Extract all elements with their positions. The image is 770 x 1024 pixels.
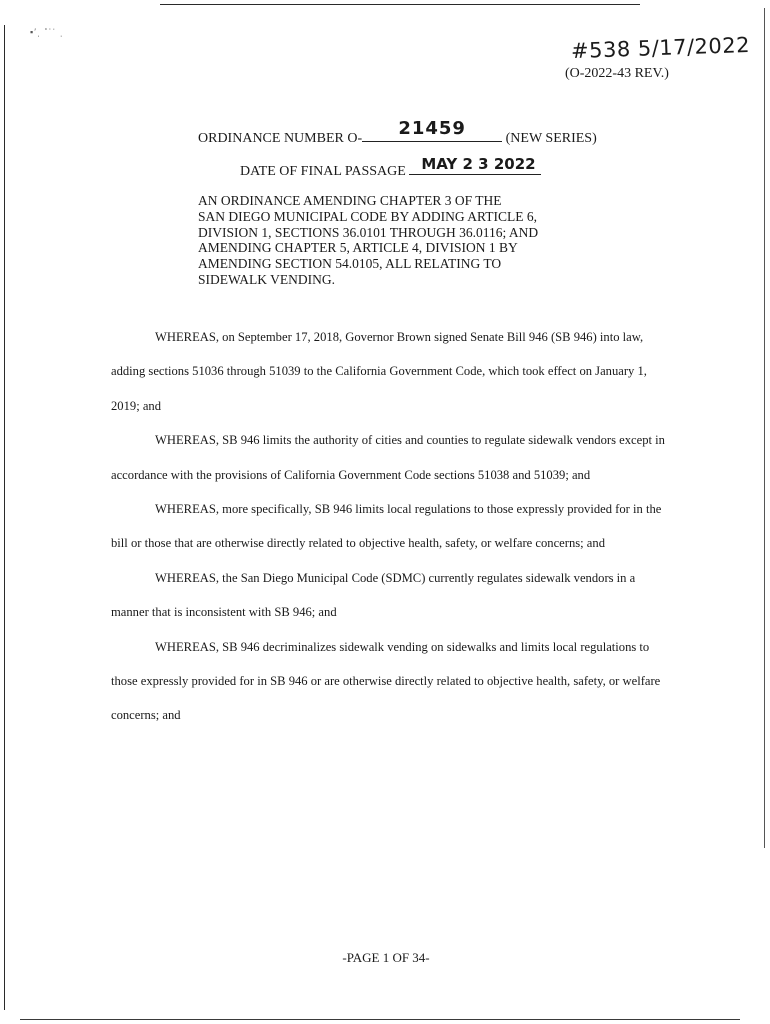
date-label: DATE OF FINAL PASSAGE (240, 164, 406, 179)
scan-edge-bottom (20, 1019, 740, 1020)
date-blank (409, 155, 541, 175)
ordinance-label: ORDINANCE NUMBER O- (198, 131, 363, 146)
scan-edge-top (160, 4, 640, 5)
ordinance-title (198, 193, 578, 288)
whereas-paragraph: WHEREAS, more specifically, SB 946 limits local regulations to those expressly provided for in the bill or those that are otherwise directly related to objective health, safety, or welfare concerns; and (111, 502, 662, 551)
document-number: (O-2022-43 REV.) (565, 66, 669, 81)
whereas-paragraph: WHEREAS, on September 17, 2018, Governor Brown signed Senate Bill 946 (SB 946) into law, adding sections 51036 through 51039 to the California Government Code, which took effect on January 1, 2019; and (111, 330, 647, 413)
handwritten-annotation: #538 5/17/2022 (570, 32, 751, 64)
whereas-paragraph: WHEREAS, SB 946 limits the authority of cities and counties to regulate sidewalk vendors except in accordance with the provisions of California Government Code sections 51038 and 51039; and (111, 433, 665, 482)
scan-edge-left (4, 25, 5, 1010)
whereas-paragraph: WHEREAS, SB 946 decriminalizes sidewalk vending on sidewalks and limits local regulations to those expressly provided for in SB 946 or are otherwise directly related to objective health, safety, or welfare concerns; and (111, 639, 661, 723)
title-line: AMENDING SECTION 54.0105, ALL RELATING TO (198, 256, 502, 272)
ordinance-number-blank (362, 118, 502, 142)
scan-mark: ▪′ˌ ˚˙ˈ ˌ (30, 27, 64, 37)
title-line: AMENDING CHAPTER 5, ARTICLE 4, DIVISION 1 BY (198, 240, 518, 256)
ordinance-number-stamp: 21459 (398, 118, 466, 139)
ordinance-number-line (198, 118, 597, 147)
title-line: DIVISION 1, SECTIONS 36.0101 THROUGH 36.0116; AND (198, 224, 539, 240)
title-line: AN ORDINANCE AMENDING CHAPTER 3 OF THE (198, 193, 502, 208)
title-line: SIDEWALK VENDING. (198, 271, 335, 287)
body-text (111, 320, 671, 733)
series-label: (NEW SERIES) (505, 131, 597, 146)
final-passage-line (240, 155, 541, 180)
scan-edge-right (764, 8, 765, 848)
page-footer (0, 950, 770, 966)
page-number: -PAGE 1 OF 34- (342, 950, 430, 965)
whereas-paragraph: WHEREAS, the San Diego Municipal Code (SDMC) currently regulates sidewalk vendors in a manner that is inconsistent with SB 946; and (111, 570, 636, 620)
date-stamp: MAY 2 3 2022 (421, 155, 536, 173)
title-line: SAN DIEGO MUNICIPAL CODE BY ADDING ARTICLE 6, (198, 208, 537, 224)
